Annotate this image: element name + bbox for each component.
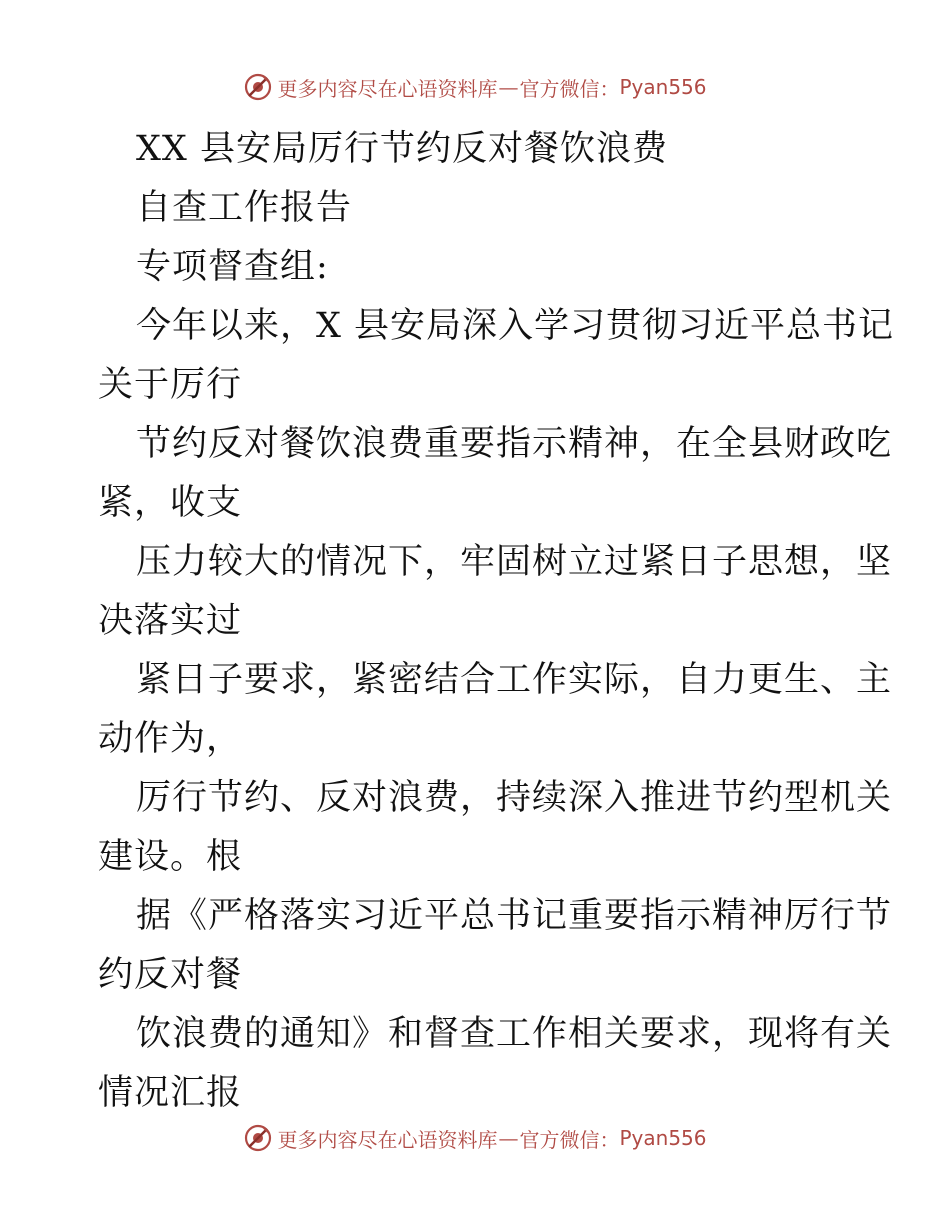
doc-paragraph-line: 动作为，	[98, 719, 243, 759]
doc-paragraph-line: 今年以来，X 县安局深入学习贯彻习近平总书记	[136, 306, 895, 346]
watermark-wechat-id: Pyan556	[619, 1126, 707, 1150]
doc-title-line-2: 自查工作报告	[136, 188, 353, 228]
watermark-text: 更多内容尽在心语资料库	[277, 1127, 498, 1152]
doc-paragraph-line: 建设。根	[98, 837, 243, 877]
brand-logo-icon	[243, 1123, 273, 1153]
doc-paragraph-line: 压力较大的情况下，牢固树立过紧日子思想，坚	[136, 542, 893, 582]
watermark-text: 更多内容尽在心语资料库	[277, 76, 498, 101]
watermark-separator: —	[498, 1126, 519, 1150]
doc-paragraph-line: 饮浪费的通知》和督查工作相关要求，现将有关	[136, 1014, 893, 1054]
doc-paragraph-line: 关于厉行	[98, 365, 243, 405]
doc-paragraph-line: 紧，收支	[98, 483, 243, 523]
doc-paragraph-line: 决落实过	[98, 601, 243, 641]
doc-paragraph-line: 紧日子要求，紧密结合工作实际，自力更生、主	[136, 660, 893, 700]
doc-salutation: 专项督查组:	[136, 247, 329, 287]
doc-paragraph-line: 约反对餐	[98, 955, 243, 995]
watermark-wechat-label: 官方微信：	[519, 76, 620, 101]
doc-paragraph-line: 据《严格落实习近平总书记重要指示精神厉行节	[136, 896, 893, 936]
watermark-separator: —	[498, 75, 519, 99]
watermark-wechat-label: 官方微信：	[519, 1127, 620, 1152]
doc-paragraph-line: 厉行节约、反对浪费，持续深入推进节约型机关	[136, 778, 893, 818]
doc-title-line-1: XX 县安局厉行节约反对餐饮浪费	[136, 129, 668, 169]
watermark-wechat-id: Pyan556	[619, 75, 707, 99]
document-body	[98, 120, 895, 1123]
doc-paragraph-line: 情况汇报	[98, 1073, 243, 1113]
brand-logo-icon	[243, 72, 273, 102]
footer-watermark	[0, 1123, 950, 1153]
header-watermark	[0, 72, 950, 102]
doc-paragraph-line: 节约反对餐饮浪费重要指示精神，在全县财政吃	[136, 424, 893, 464]
